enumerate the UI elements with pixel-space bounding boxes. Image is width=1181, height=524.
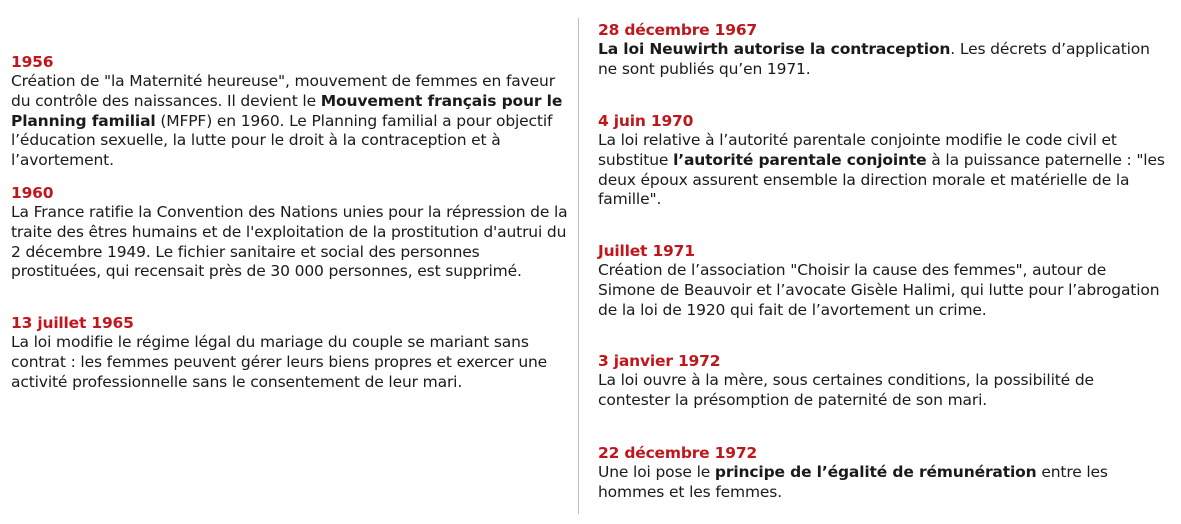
entry-text bbox=[598, 261, 1168, 320]
timeline-entry-1972-janvier bbox=[598, 352, 1168, 411]
entry-date: 4 juin 1970 bbox=[598, 112, 694, 130]
entry-text bbox=[11, 333, 571, 392]
entry-date: 22 décembre 1972 bbox=[598, 444, 758, 462]
entry-date: 3 janvier 1972 bbox=[598, 352, 721, 370]
entry-date: 13 juillet 1965 bbox=[11, 314, 134, 332]
entry-text bbox=[598, 371, 1168, 411]
entry-text-part: La loi ouvre à la mère, sous certaines conditions, la possibilité de contester la présomption de paternité de son mari. bbox=[598, 371, 1094, 409]
entry-text bbox=[11, 203, 571, 282]
entry-text-part: La France ratifie la Convention des Nations unies pour la répression de la traite des êtres humains et de l'exploitation de la prostitution d'autrui du 2 décembre 1949. Le fichier sanitaire et social des personnes prostituées, qui recensait près de 30 000 personnes, est supprimé. bbox=[11, 203, 568, 281]
entry-text-part: Une loi pose le bbox=[598, 463, 715, 481]
entry-date: 28 décembre 1967 bbox=[598, 21, 758, 39]
entry-text-bold: l’autorité parentale conjointe bbox=[673, 150, 927, 169]
entry-text-bold: La loi Neuwirth autorise la contraception bbox=[598, 40, 951, 58]
timeline-entry-1972-decembre bbox=[598, 444, 1168, 503]
entry-text-part: (MFPF) en 1960. Le Planning familial a pour objectif l’éducation sexuelle, la lutte pour le droit à la contraception et à l’avortement. bbox=[11, 111, 553, 170]
entry-text-bold: Mouvement français pour le Planning familial bbox=[11, 91, 563, 130]
entry-text-part: entre les hommes et les femmes. bbox=[598, 463, 1108, 501]
timeline-entry-1956 bbox=[11, 53, 571, 171]
timeline-entry-1970 bbox=[598, 112, 1168, 210]
timeline-entry-1965 bbox=[11, 314, 571, 392]
timeline-entry-1967 bbox=[598, 21, 1168, 80]
entry-text-part: Création de "la Maternité heureuse", mouvement de femmes en faveur du contrôle des naissances. Il devient le bbox=[11, 72, 555, 110]
timeline-entry-1960 bbox=[11, 184, 571, 282]
entry-text-part: . Les décrets d’application ne sont publiés qu’en 1971. bbox=[598, 40, 1150, 78]
entry-text bbox=[11, 72, 571, 171]
entry-text-part: à la puissance paternelle : "les deux époux assurent ensemble la direction morale et matérielle de la famille". bbox=[598, 150, 1165, 209]
entry-text-part: La loi modifie le régime légal du mariage du couple se mariant sans contrat : les femmes peuvent gérer leurs biens propres et exercer une activité professionnelle sans le consentement de leur mari. bbox=[11, 333, 548, 391]
entry-text bbox=[598, 131, 1168, 210]
entry-date: 1960 bbox=[11, 184, 54, 202]
column-divider bbox=[578, 18, 579, 514]
entry-text bbox=[598, 463, 1168, 503]
entry-text-bold: principe de l’égalité de rémunération bbox=[714, 463, 1037, 481]
entry-text-part: La loi relative à l’autorité parentale conjointe modifie le code civil et substitue bbox=[598, 131, 1117, 169]
entry-date: Juillet 1971 bbox=[598, 242, 695, 260]
timeline-entry-1971 bbox=[598, 242, 1168, 320]
entry-date: 1956 bbox=[11, 53, 54, 71]
entry-text-part: Création de l’association "Choisir la cause des femmes", autour de Simone de Beauvoir et l’avocate Gisèle Halimi, qui lutte pour l’abrogation de la loi de 1920 qui fait de l’avortement un crime. bbox=[598, 261, 1160, 319]
entry-text bbox=[598, 40, 1168, 80]
